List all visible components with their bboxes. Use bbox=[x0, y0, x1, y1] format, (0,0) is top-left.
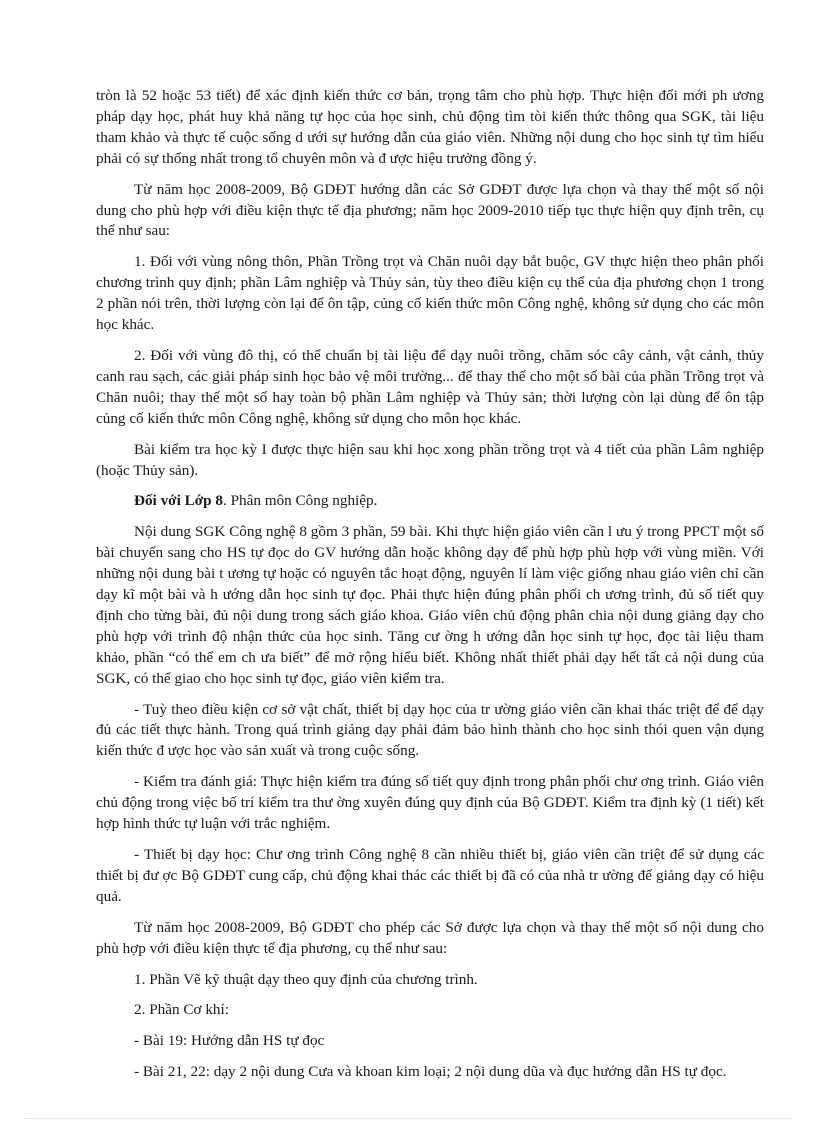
assessment-paragraph: - Kiểm tra đánh giá: Thực hiện kiểm tra đúng số tiết quy định trong phân phối chư ơng trình. Giáo viên chủ động trong việc bố trí kiểm tra thư ờng xuyên đúng quy định của Bộ GDĐT. Kiểm tra định kỳ (1 tiết) kết hợp hình thức tự luận với trắc nghiệm. bbox=[96, 773, 764, 833]
rural-area-paragraph: 1. Đối với vùng nông thôn, Phần Trồng trọt và Chăn nuôi dạy bắt buộc, GV thực hiện theo phân phối chương trình quy định; phần Lâm nghiệp và Thủy sản, tùy theo điều kiện cụ thể của địa phương chọn 1 trong 2 phần nói trên, thời lượng còn lại để ôn tập, củng cố kiến thức môn Công nghệ, không sử dụng cho các môn học khác. bbox=[96, 253, 764, 334]
grade-8-heading bbox=[96, 491, 764, 512]
list-item-mechanics: 2. Phần Cơ khí: bbox=[134, 1001, 229, 1019]
body-paragraph-2: Từ năm học 2008-2009, Bộ GDĐT hướng dẫn các Sở GDĐT được lựa chọn và thay thế một số nội dung cho phù hợp với điều kiện thực tế địa phương; năm học 2009-2010 tiếp tục thực hiện quy định trên, cụ thể như sau: bbox=[96, 180, 764, 240]
grade-8-content-paragraph: Nội dung SGK Công nghệ 8 gồm 3 phần, 59 bài. Khi thực hiện giáo viên cần l ưu ý trong PPCT một số bài chuyển sang cho HS tự đọc do GV hướng dẫn hoặc không dạy để phù hợp phù hợp với vùng miền. Với những nội dung bài t ương tự hoặc có nguyên tắc hoạt động, nguyên lí làm việc giống nhau giáo viên chỉ cần dạy kĩ một bài và h ướng dẫn học sinh tự đọc. Phải thực hiện đúng phân phối ch ương trình, đủ số tiết quy định cho từng bài, đủ nội dung trong sách giáo khoa. Giáo viên chủ động phân chia nội dung giảng dạy cho phù hợp với trình độ nhận thức của học sinh. Tăng cư ờng h ướng dẫn học sinh tự học, đọc tài liệu tham khảo, phần “có thể em ch ưa biết” để mở rộng hiểu biết. Không nhất thiết phải dạy hết tất cả nội dung của SGK, có thể giao cho học sinh tự đọc, giáo viên kiểm tra. bbox=[96, 523, 764, 687]
list-item-lesson-21-22: - Bài 21, 22: dạy 2 nội dung Cưa và khoan kim loại; 2 nội dung dũa và đục hướng dẫn HS tự đọc. bbox=[134, 1063, 727, 1081]
semester-exam-paragraph: Bài kiểm tra học kỳ I được thực hiện sau khi học xong phần trồng trọt và 4 tiết của phần Lâm nghiệp (hoặc Thủy sản). bbox=[96, 440, 764, 479]
grade-8-heading-rest: . Phân môn Công nghiệp. bbox=[222, 492, 378, 510]
equipment-paragraph: - Thiết bị dạy học: Chư ơng trình Công nghệ 8 cần nhiều thiết bị, giáo viên cần triệt để sử dụng các thiết bị đư ợc Bộ GDĐT cung cấp, chủ động khai thác các thiết bị đã có của nhà tr ường để giảng dạy có hiệu quả. bbox=[96, 846, 764, 905]
urban-area-paragraph: 2. Đối với vùng đô thị, có thể chuẩn bị tài liệu để dạy nuôi trồng, chăm sóc cây cảnh, vật cảnh, thủy canh rau sạch, các giải pháp sinh học bảo vệ môi trường... để thay thế cho một số bài của phần Trồng trọt và Chăn nuôi; thay thế một số hay toàn bộ phần Lâm nghiệp và Thủy sản; thời lượng còn lại dùng để ôn tập củng cố kiến thức môn Công nghệ, không sử dụng cho môn học khác. bbox=[96, 346, 764, 427]
facilities-paragraph: - Tuỳ theo điều kiện cơ sở vật chất, thiết bị dạy học của tr ường giáo viên cần khai thác triệt để để dạy đủ các tiết thực hành. Trong quá trình giảng dạy phải đảm bảo hình thành cho học sinh thói quen vận dụng kiến thức đ ược học vào sản xuất và trong cuộc sống. bbox=[96, 700, 764, 760]
list-item-lesson-19: - Bài 19: Hướng dẫn HS tự đọc bbox=[134, 1032, 325, 1050]
replacement-paragraph: Từ năm học 2008-2009, Bộ GDĐT cho phép các Sở được lựa chọn và thay thế một số nội dung cho phù hợp với điều kiện thực tế địa phương, cụ thể như sau: bbox=[96, 918, 764, 957]
body-paragraph-1: tròn là 52 hoặc 53 tiết) để xác định kiến thức cơ bản, trọng tâm cho phù hợp. Thực hiện đổi mới ph ương pháp dạy học, phát huy khả năng tự học của học sinh, chủ động tìm tòi kiến thức thông qua SGK, tài liệu tham khảo và thực tế cuộc sống d ưới sự hướng dẫn của giáo viên. Những nội dung cho học sinh tự tìm hiểu phải có sự thống nhất trong tổ chuyên môn và đ ược hiệu trưởng đồng ý. bbox=[96, 87, 764, 167]
list-item-drawing: 1. Phần Vẽ kỹ thuật dạy theo quy định của chương trình. bbox=[134, 970, 478, 988]
grade-8-heading-bold: Đối với Lớp 8 bbox=[134, 492, 223, 510]
document-page bbox=[96, 86, 764, 1093]
page-bottom-divider bbox=[24, 1118, 792, 1119]
